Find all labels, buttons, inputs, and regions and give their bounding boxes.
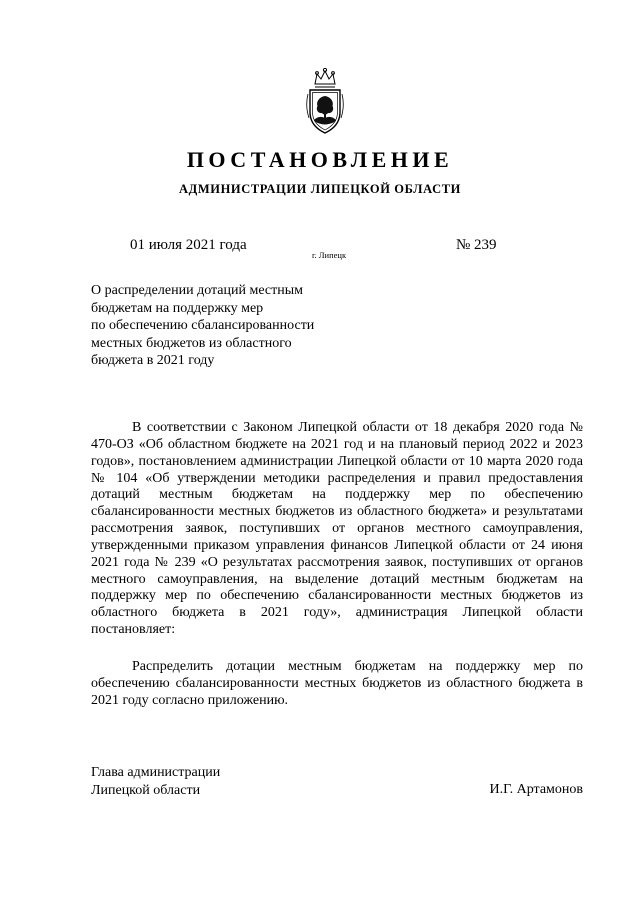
document-date: 01 июля 2021 года: [130, 237, 247, 253]
body-paragraph-1: В соответствии с Законом Липецкой области от 18 декабря 2020 года № 470-ОЗ «Об областном бюджете на 2021 год и на плановый период 2022 и 2023 годов», постановлением администрации Липецкой области от 10 марта 2020 года № 104 «Об утверждении методики распределения и правил предоставления дотаций местным бюджетам на поддержку мер по обеспечению сбалансированности местных бюджетов из областного бюджета» и результатами рассмотрения заявок, поступивших от органов местного самоуправления, утвержденными приказом управления финансов Липецкой области от 24 июня 2021 года № 239 «О результатах рассмотрения заявок, поступивших от органов местного самоуправления, на выделение дотаций местным бюджетам на поддержку мер по обеспечению сбалансированности местных бюджетов из областного бюджета в 2021 году», администрация Липецкой области постановляет:: [91, 420, 583, 638]
document-subtitle: АДМИНИСТРАЦИИ ЛИПЕЦКОЙ ОБЛАСТИ: [179, 182, 461, 196]
topic-line: О распределении дотаций местным: [91, 283, 304, 298]
body-paragraph-2: Распределить дотации местным бюджетам на поддержку мер по обеспечению сбалансированности местных бюджетов из областного бюджета в 2021 году согласно приложению.: [91, 659, 583, 708]
topic-line: местных бюджетов из областного: [91, 335, 292, 351]
document-city: г. Липецк: [312, 250, 347, 260]
signatory-name: И.Г. Артамонов: [489, 782, 583, 797]
signatory-position-line: Глава администрации: [91, 765, 221, 780]
signatory-position-line: Липецкой области: [91, 782, 201, 798]
document-topic: [91, 282, 391, 370]
topic-line: бюджета в 2021 году: [91, 353, 215, 369]
signatory-position: [91, 764, 220, 799]
topic-line: бюджетам на поддержку мер: [91, 300, 264, 316]
document-number: № 239: [456, 237, 497, 253]
coat-of-arms-icon: [305, 66, 345, 138]
document-title: ПОСТАНОВЛЕНИЕ: [186, 147, 454, 172]
topic-line: по обеспечению сбалансированности: [91, 318, 315, 334]
